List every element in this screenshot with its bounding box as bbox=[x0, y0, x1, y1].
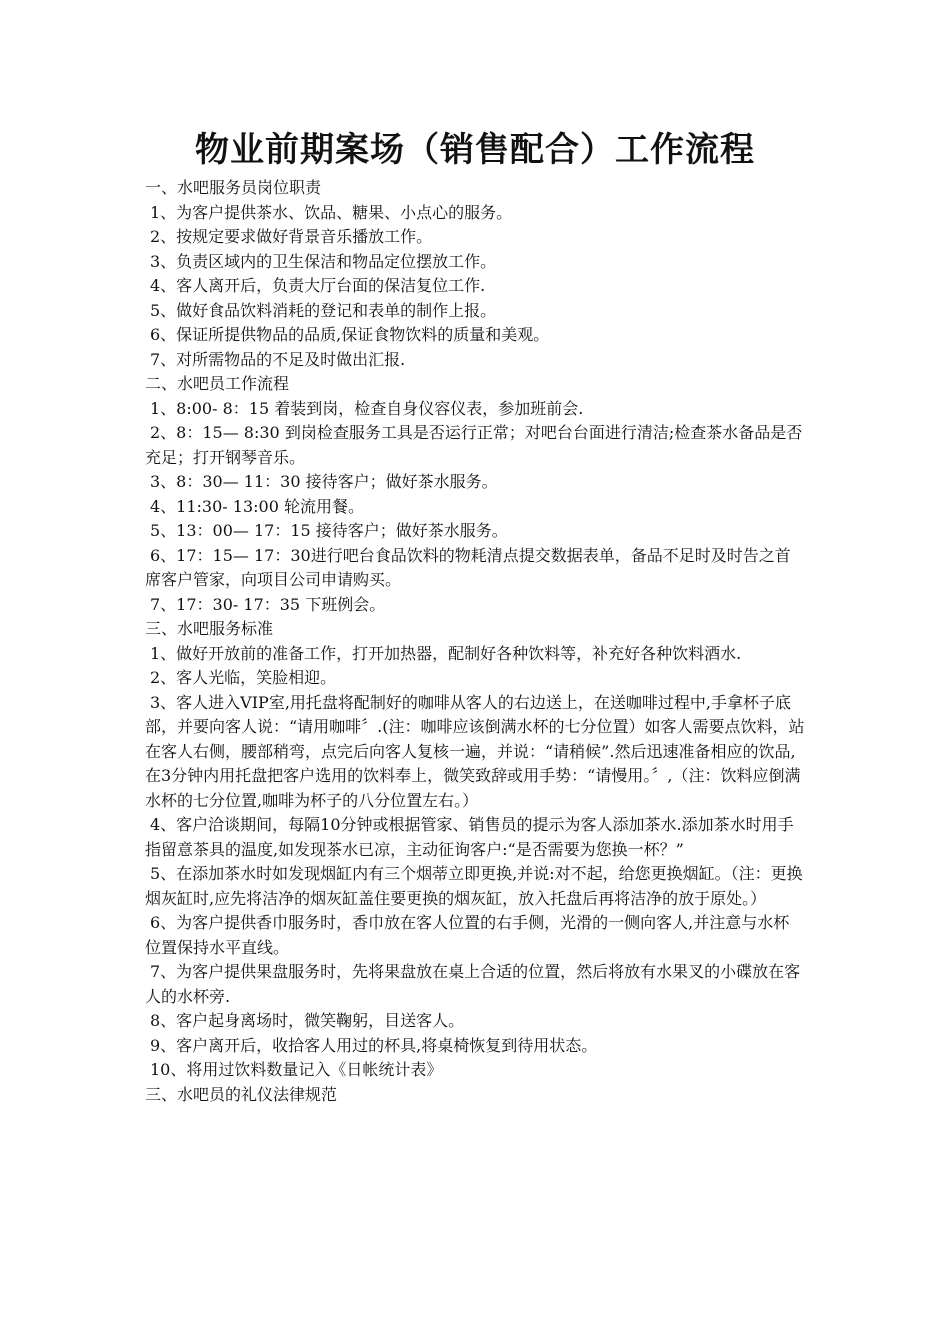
list-item: 2、客人光临，笑脸相迎。 bbox=[150, 668, 337, 687]
list-item: 1、为客户提供茶水、饮品、糖果、小点心的服务。 bbox=[150, 202, 513, 222]
list-item: 3、8：30— 11：30 接待客户；做好茶水服务。 bbox=[150, 472, 498, 491]
document-body bbox=[145, 176, 805, 1107]
list-item: 5、在添加茶水时如发现烟缸内有三个烟蒂立即更换,并说:对不起，给您更换烟缸。（注：更换烟灰缸时,应先将洁净的烟灰缸盖住要更换的烟灰缸，放入托盘后再将洁净的放于原处。） bbox=[145, 864, 803, 908]
list-item: 7、为客户提供果盘服务时，先将果盘放在桌上合适的位置，然后将放有水果叉的小碟放在客人的水杯旁. bbox=[145, 962, 801, 1006]
list-item: 5、13：00— 17：15 接待客户；做好茶水服务。 bbox=[150, 521, 508, 540]
list-item: 6、为客户提供香巾服务时，香巾放在客人位置的右手侧，光滑的一侧向客人,并注意与水杯位置保持水平直线。 bbox=[145, 913, 790, 957]
list-item: 1、做好开放前的准备工作，打开加热器，配制好各种饮料等，补充好各种饮料酒水. bbox=[150, 643, 742, 663]
list-item: 4、11:30- 13:00 轮流用餐。 bbox=[150, 496, 364, 516]
section-heading: 三、水吧员的礼仪法律规范 bbox=[145, 1084, 338, 1104]
section-heading: 一、水吧服务员岗位职责 bbox=[145, 178, 322, 197]
list-item: 4、客户洽谈期间，每隔10分钟或根据管家、销售员的提示为客人添加茶水.添加茶水时用手指留意茶具的温度,如发现茶水已凉，主动征询客户:“是否需要为您换一杯？” bbox=[145, 815, 794, 859]
list-item: 7、17：30- 17：35 下班例会。 bbox=[150, 594, 386, 614]
list-item: 2、按规定要求做好背景音乐播放工作。 bbox=[150, 227, 433, 246]
section-heading: 三、水吧服务标准 bbox=[145, 619, 274, 638]
list-item: 6、保证所提供物品的品质,保证食物饮料的质量和美观。 bbox=[150, 325, 550, 344]
list-item: 8、客户起身离场时，微笑鞠躬，目送客人。 bbox=[150, 1011, 465, 1030]
list-item: 7、对所需物品的不足及时做出汇报. bbox=[150, 349, 406, 369]
list-item: 6、17：15— 17：30进行吧台食品饮料的物耗清点提交数据表单，备品不足时及时告之首席客户管家，向项目公司申请购买。 bbox=[145, 545, 791, 589]
list-item: 9、客户离开后，收拾客人用过的杯具,将桌椅恢复到待用状态。 bbox=[150, 1035, 598, 1055]
list-item: 3、客人进入VIP室,用托盘将配制好的咖啡从客人的右边送上，在送咖啡过程中,手拿杯子底部，并要向客人说：“请用咖啡〞.(注：咖啡应该倒满水杯的七分位置）如客人需要点饮料，站在客人右侧，腰部稍弯，点完后向客人复核一遍，并说：“请稍候”.然后迅速准备相应的饮品,在3分钟内用托盘把客户选用的饮料奉上，微笑致辞或用手势：“请慢用。〞,（注：饮料应倒满水杯的七分位置,咖啡为杯子的八分位置左右。） bbox=[145, 692, 805, 810]
section-heading: 二、水吧员工作流程 bbox=[145, 374, 290, 393]
list-item: 5、做好食品饮料消耗的登记和表单的制作上报。 bbox=[150, 300, 497, 320]
list-item: 10、将用过饮料数量记入《日帐统计表》 bbox=[150, 1060, 443, 1079]
document-title: 物业前期案场（销售配合）工作流程 bbox=[195, 130, 755, 170]
list-item: 4、客人离开后，负责大厅台面的保洁复位工作. bbox=[150, 276, 486, 295]
list-item: 3、负责区域内的卫生保洁和物品定位摆放工作。 bbox=[150, 251, 497, 271]
list-item: 1、8:00- 8：15 着装到岗，检查自身仪容仪表，参加班前会. bbox=[150, 398, 584, 418]
list-item: 2、8：15— 8:30 到岗检查服务工具是否运行正常；对吧台台面进行清洁;检查茶水备品是否充足；打开钢琴音乐。 bbox=[145, 423, 803, 467]
